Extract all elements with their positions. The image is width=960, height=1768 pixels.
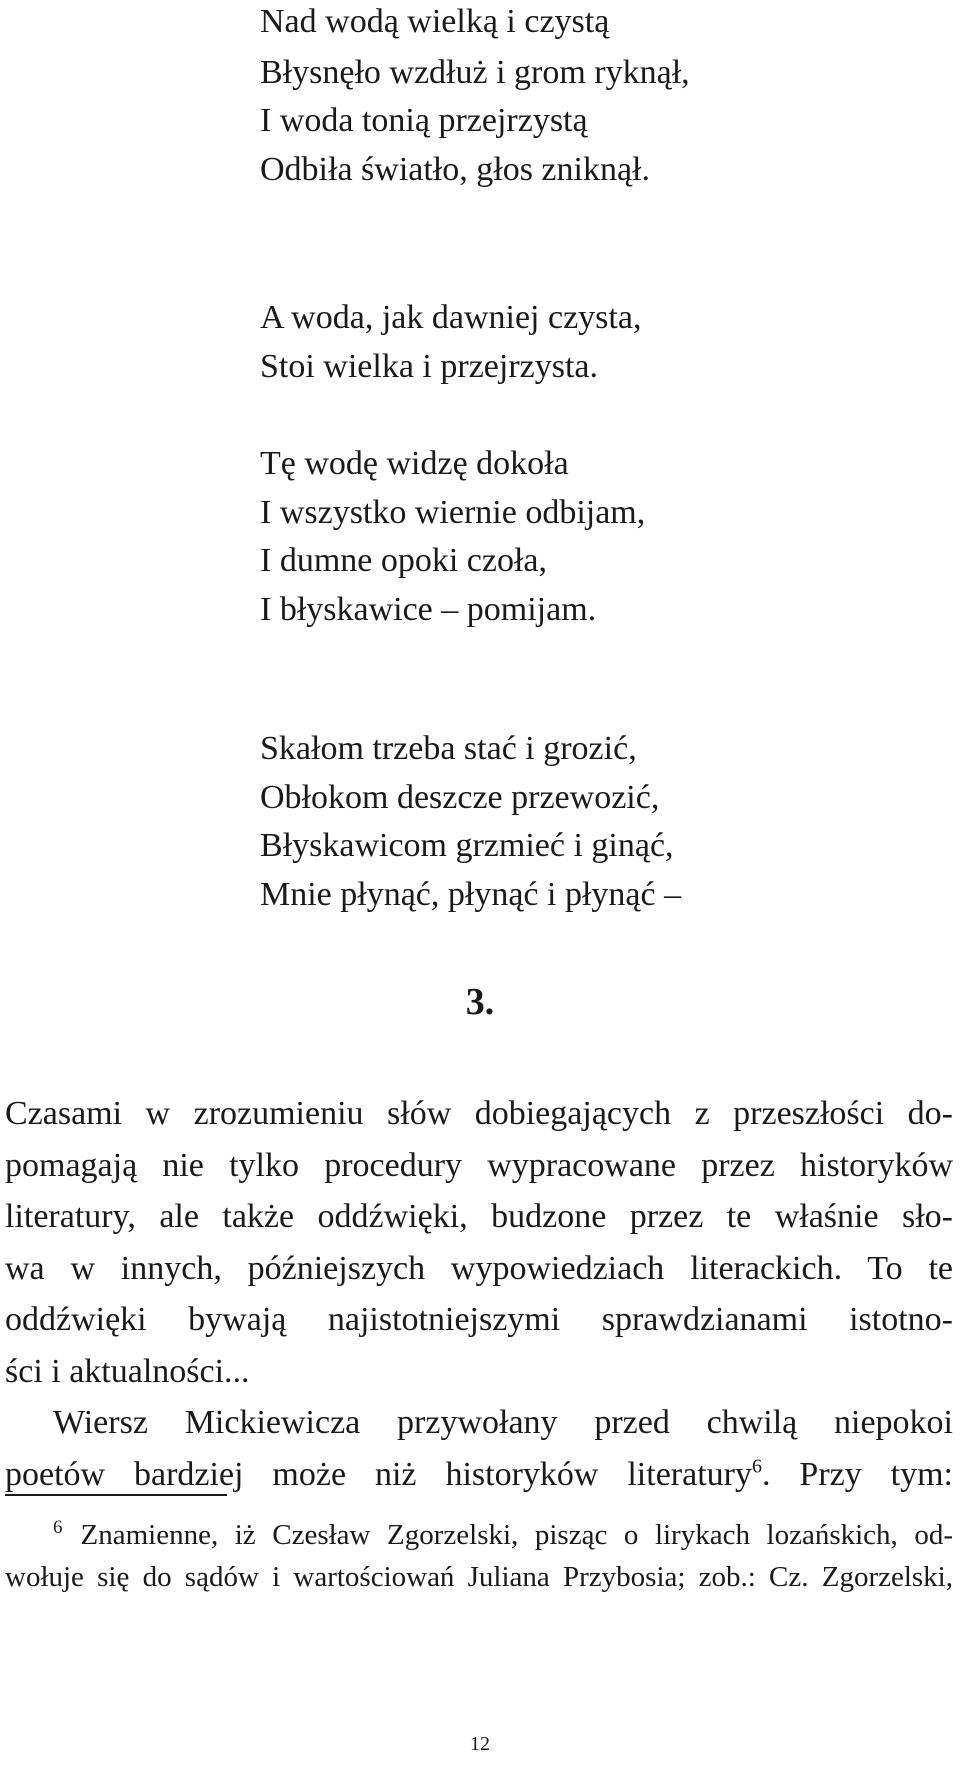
poem-verse: I woda tonią przejrzystą bbox=[260, 102, 588, 139]
poem-verse: I wszystko wiernie odbijam, bbox=[260, 494, 646, 531]
body-line: literatury, ale także oddźwięki, budzone przez te właśnie sło- bbox=[5, 1198, 953, 1235]
poem-verse: Odbiła światło, głos zniknął. bbox=[260, 151, 651, 188]
poem-verse: Obłokom deszcze przewozić, bbox=[260, 779, 660, 816]
poem-verse: I dumne opoki czoła, bbox=[260, 542, 548, 579]
poem-verse: Błyskawicom grzmieć i ginąć, bbox=[260, 827, 674, 864]
page-number: 12 bbox=[470, 1733, 490, 1755]
footnote-reference[interactable]: 6 bbox=[751, 1455, 762, 1478]
body-line: Wiersz Mickiewicza przywołany przed chwilą niepokoi bbox=[53, 1404, 953, 1441]
footnote-line: wołuje się do sądów i wartościowań Juliana Przybosia; zob.: Cz. Zgorzelski, bbox=[5, 1561, 953, 1593]
body-line: ści i aktualności... bbox=[5, 1352, 250, 1390]
poem-verse: Mnie płynąć, płynąć i płynąć – bbox=[260, 876, 682, 913]
footnote-separator bbox=[5, 1494, 227, 1496]
body-line-text: . Przy tym: bbox=[761, 1455, 953, 1493]
poem-verse: Skałom trzeba stać i grozić, bbox=[260, 730, 637, 767]
poem-verse: I błyskawice – pomijam. bbox=[260, 591, 597, 628]
body-line: wa w innych, późniejszych wypowiedziach literackich. To te bbox=[5, 1249, 953, 1287]
body-line bbox=[5, 1449, 953, 1501]
poem-verse: Nad wodą wielką i czystą bbox=[260, 3, 610, 40]
poem-verse: Tę wodę widzę dokoła bbox=[260, 445, 569, 482]
poem-verse: A woda, jak dawniej czysta, bbox=[260, 299, 642, 336]
footnote-line bbox=[5, 1514, 953, 1556]
poem-verse: Błysnęło wzdłuż i grom ryknął, bbox=[260, 54, 690, 91]
footnote bbox=[5, 1514, 953, 1598]
body-line: pomagają nie tylko procedury wypracowane przez historyków bbox=[5, 1146, 953, 1184]
body-line-text: poetów bardziej może niż historyków literatury bbox=[5, 1455, 752, 1493]
body-text bbox=[5, 1088, 953, 1500]
section-number: 3. bbox=[465, 981, 495, 1023]
body-line: Czasami w zrozumieniu słów dobiegających z przeszłości do- bbox=[5, 1095, 953, 1132]
body-line: oddźwięki bywają najistotniejszymi sprawdzianami istotno- bbox=[5, 1301, 953, 1338]
footnote-mark: 6 bbox=[53, 1517, 63, 1539]
footnote-text: Znamienne, iż Czesław Zgorzelski, pisząc o lirykach lozańskich, od- bbox=[80, 1519, 953, 1551]
poem-verse: Stoi wielka i przejrzysta. bbox=[260, 348, 599, 385]
